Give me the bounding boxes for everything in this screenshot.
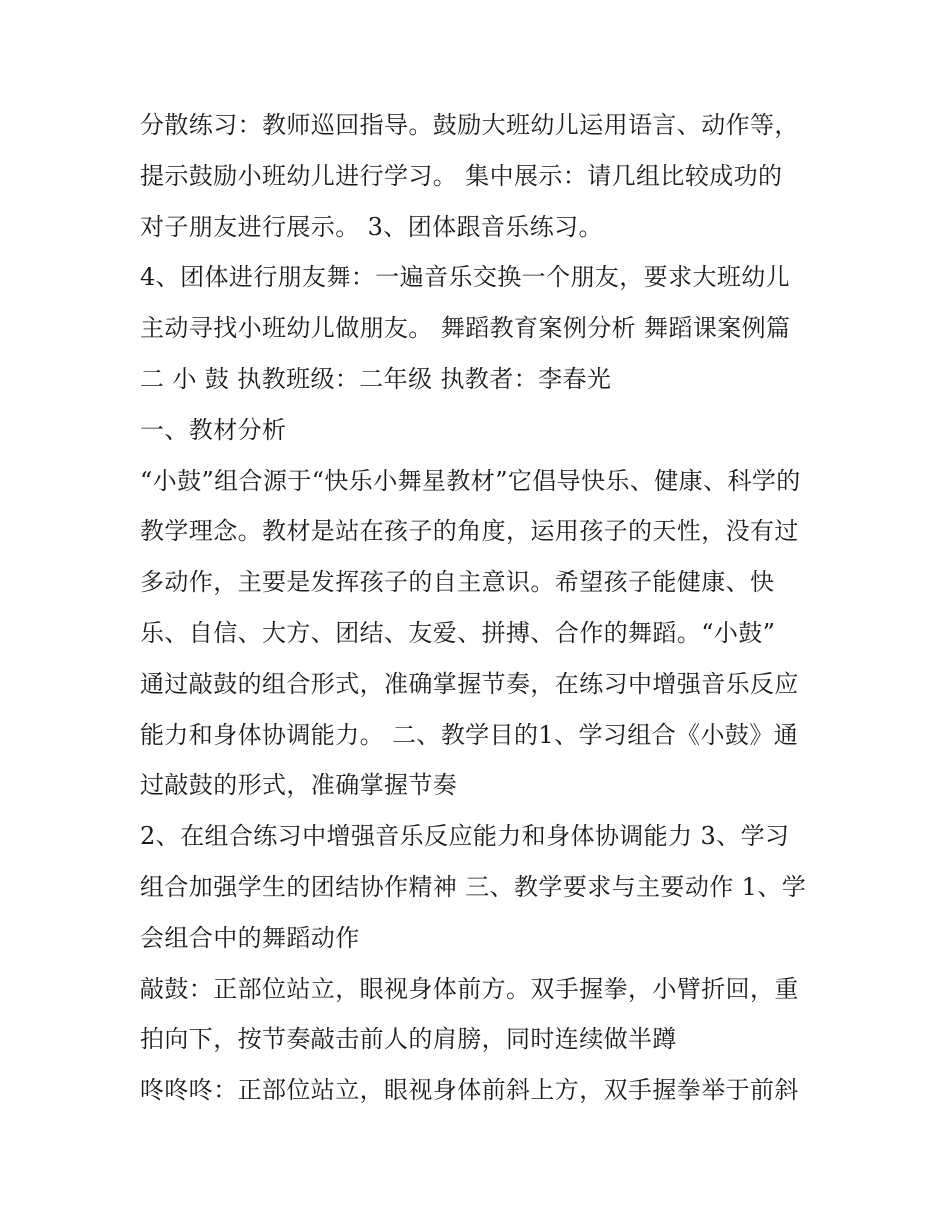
text-line: 敲鼓：正部位站立，眼视身体前方。双手握拳，小臂折回，重	[140, 974, 799, 1003]
text-line: 多动作，主要是发挥孩子的自主意识。希望孩子能健康、快	[140, 568, 775, 597]
text-line: 主动寻找小班幼儿做朋友。 舞蹈教育案例分析 舞蹈课案例篇	[140, 314, 791, 343]
text-line: 4、团体进行朋友舞：一遍音乐交换一个朋友，要求大班幼儿	[140, 263, 791, 292]
text-line: 二 小 鼓 执教班级：二年级 执教者：李春光	[140, 364, 612, 393]
text-line: 过敲鼓的形式，准确掌握节奏	[140, 771, 458, 800]
text-line: 提示鼓励小班幼儿进行学习。 集中展示：请几组比较成功的	[140, 161, 783, 190]
text-line: 能力和身体协调能力。 二、教学目的1、学习组合《小鼓》通	[140, 720, 799, 749]
text-line: 分散练习：教师巡回指导。鼓励大班幼儿运用语言、动作等，	[140, 111, 799, 139]
text-line: 通过敲鼓的组合形式，准确掌握节奏，在练习中增强音乐反应	[140, 669, 799, 698]
text-line: 乐、自信、大方、团结、友爱、拼搏、合作的舞蹈。“小鼓”	[140, 618, 776, 647]
text-line: 教学理念。教材是站在孩子的角度，运用孩子的天性，没有过	[140, 517, 799, 546]
text-line: 拍向下，按节奏敲击前人的肩膀，同时连续做半蹲	[140, 1025, 677, 1054]
text-line: 咚咚咚：正部位站立，眼视身体前斜上方，双手握拳举于前斜	[140, 1076, 799, 1105]
text-line: “小鼓”组合源于“快乐小舞星教材”它倡导快乐、健康、科学的	[140, 466, 801, 495]
document-body	[140, 100, 820, 1116]
section-heading: 一、教材分析	[140, 415, 287, 444]
text-line: 对子朋友进行展示。 3、团体跟音乐练习。	[140, 212, 603, 241]
text-line: 2、在组合练习中增强音乐反应能力和身体协调能力 3、学习	[140, 822, 790, 851]
text-line: 会组合中的舞蹈动作	[140, 923, 360, 952]
text-line: 组合加强学生的团结协作精神 三、教学要求与主要动作 1、学	[140, 872, 807, 901]
